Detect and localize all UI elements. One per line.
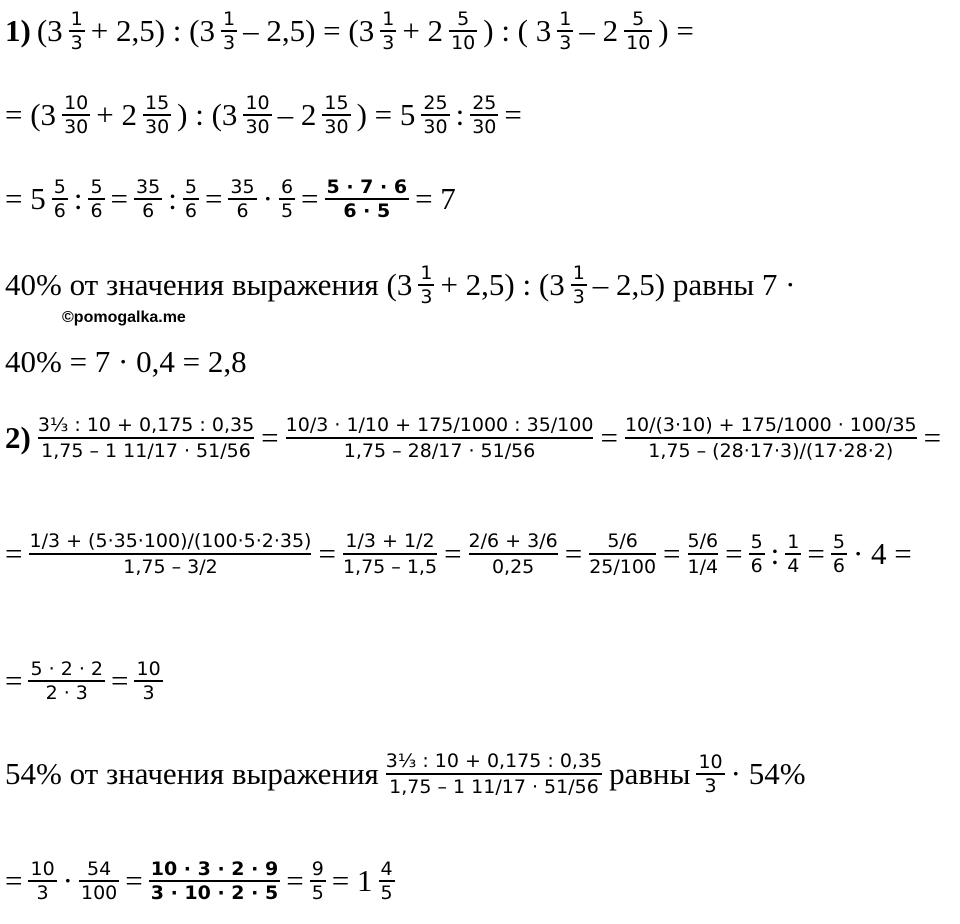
answer-text: 40% = 7 · 0,4 = 2,8 [5, 344, 247, 379]
fraction: 5 6 [184, 176, 197, 222]
fraction: 4 5 [380, 858, 393, 904]
expr-text: : [770, 536, 780, 571]
expr-text: · [262, 181, 273, 216]
expr-text: + 2,5) : (3 [90, 13, 215, 48]
fraction: 5 · 2 · 2 2 · 3 [30, 658, 103, 704]
expr-text: = [301, 181, 319, 216]
fraction: 1 3 [382, 8, 395, 54]
expr-text: = [600, 420, 618, 455]
fraction: 5 6 [750, 531, 763, 577]
complex-fraction: 10/(3·10) + 175/1000 · 100/35 1,75 – (28·17·3)/(17·28·2) [624, 414, 917, 462]
fraction: 10 3 [698, 751, 723, 797]
expr-text: : [168, 181, 177, 216]
expr-text: = [504, 97, 522, 132]
part1-line1 [2, 8, 697, 54]
answer-text: 54% от значения выражения [5, 756, 379, 791]
expr-text: = [444, 536, 462, 571]
part2-label: 2) [5, 420, 31, 455]
expr-text: = [725, 536, 743, 571]
fraction: 1 3 [70, 8, 83, 54]
complex-fraction: 5/6 25/100 [589, 530, 657, 578]
answer-text: · 54% [730, 756, 806, 791]
part1-line2 [2, 92, 525, 138]
part2-line1 [2, 414, 944, 462]
expr-text: = [807, 536, 825, 571]
complex-fraction: 1/3 + 1/2 1,75 – 1,5 [342, 530, 438, 578]
answer-text: 40% от значения выражения (3 [5, 267, 413, 302]
expr-text: = (3 [5, 97, 57, 132]
fraction: 35 6 [136, 176, 161, 222]
fraction: 35 6 [230, 176, 255, 222]
expr-text: – 2 [579, 13, 619, 48]
fraction: 54 100 [81, 858, 118, 904]
expr-text: ) : (3 [177, 97, 238, 132]
expr-text: = [5, 863, 23, 898]
complex-fraction: 3⅓ : 10 + 0,175 : 0,35 1,75 – 1 11/17 · 51/56 [37, 414, 255, 462]
part2-final-line [2, 858, 398, 904]
answer-text: равны [609, 756, 691, 791]
expr-text: – 2 [277, 97, 317, 132]
expr-text: ) : ( 3 [483, 13, 552, 48]
fraction: 5 6 [90, 176, 103, 222]
fraction: 10 · 3 · 2 · 9 3 · 10 · 2 · 5 [150, 858, 279, 904]
part1-answer-result [2, 344, 250, 380]
fraction: 5 10 [626, 8, 651, 54]
complex-fraction: 2/6 + 3/6 0,25 [468, 530, 558, 578]
fraction: 10 3 [136, 658, 161, 704]
fraction: 10 3 [30, 858, 55, 904]
fraction: 1 4 [787, 531, 800, 577]
expr-text: = [318, 536, 336, 571]
expr-text: ) = [658, 13, 694, 48]
fraction: 10 30 [245, 92, 270, 138]
expr-text: ) = 5 [356, 97, 416, 132]
expr-text: (3 [36, 13, 63, 48]
complex-fraction: 1/3 + (5·35·100)/(100·5·2·35) 1,75 – 3/2 [29, 530, 312, 578]
expr-text: = [110, 181, 129, 216]
expr-text: = [261, 420, 279, 455]
part1-answer-text [2, 262, 799, 308]
answer-text: + 2,5) : (3 [440, 267, 565, 302]
fraction: 5 6 [53, 176, 66, 222]
complex-fraction: 10/3 · 1/10 + 175/1000 : 35/100 1,75 – 28/17 · 51/56 [285, 414, 594, 462]
expr-text: – 2,5) = (3 [243, 13, 375, 48]
expr-text: = [923, 420, 942, 455]
expr-text: = 5 [5, 181, 46, 216]
fraction: 15 30 [144, 92, 170, 138]
expr-text: = [204, 181, 223, 216]
expr-text: = [111, 663, 129, 698]
fraction: 5 10 [451, 8, 476, 54]
expr-text: : [455, 97, 465, 132]
fraction: 25 30 [423, 92, 448, 138]
expr-text: = [564, 536, 583, 571]
fraction: 10 30 [64, 92, 89, 138]
fraction: 1 3 [420, 262, 433, 308]
fraction: 25 30 [472, 92, 497, 138]
expr-text: · [62, 863, 73, 898]
answer-text: – 2,5) равны 7 · [592, 267, 796, 302]
part2-line2 [2, 530, 915, 578]
expr-text: = [5, 536, 23, 571]
expr-text: = [5, 663, 23, 698]
watermark: ©pomogalka.me [62, 309, 186, 326]
part1-label: 1) [5, 13, 31, 48]
fraction: 5 6 [832, 531, 845, 577]
expr-text: · 4 = [852, 536, 912, 571]
part2-line3 [2, 658, 166, 704]
fraction: 6 5 [280, 176, 294, 222]
part1-line3 [2, 176, 459, 222]
expr-text: : [73, 181, 83, 216]
expr-text: = 7 [415, 181, 456, 216]
fraction: 15 30 [324, 92, 349, 138]
expr-text: = [125, 863, 143, 898]
expr-text: + 2 [402, 13, 444, 48]
expr-text: = [663, 536, 681, 571]
fraction: 1 3 [559, 8, 572, 54]
fraction: 1 3 [572, 262, 585, 308]
expr-text: + 2 [96, 97, 137, 132]
fraction: 1 3 [223, 8, 236, 54]
fraction: 9 5 [311, 858, 324, 904]
fraction: 5 · 7 · 6 6 · 5 [326, 176, 408, 222]
part2-answer-text [2, 750, 809, 798]
expr-text: = 1 [331, 863, 373, 898]
expr-text: = [286, 863, 304, 898]
complex-fraction: 5/6 1/4 [687, 530, 719, 578]
complex-fraction: 3⅓ : 10 + 0,175 : 0,35 1,75 – 1 11/17 · 51/56 [385, 750, 603, 798]
